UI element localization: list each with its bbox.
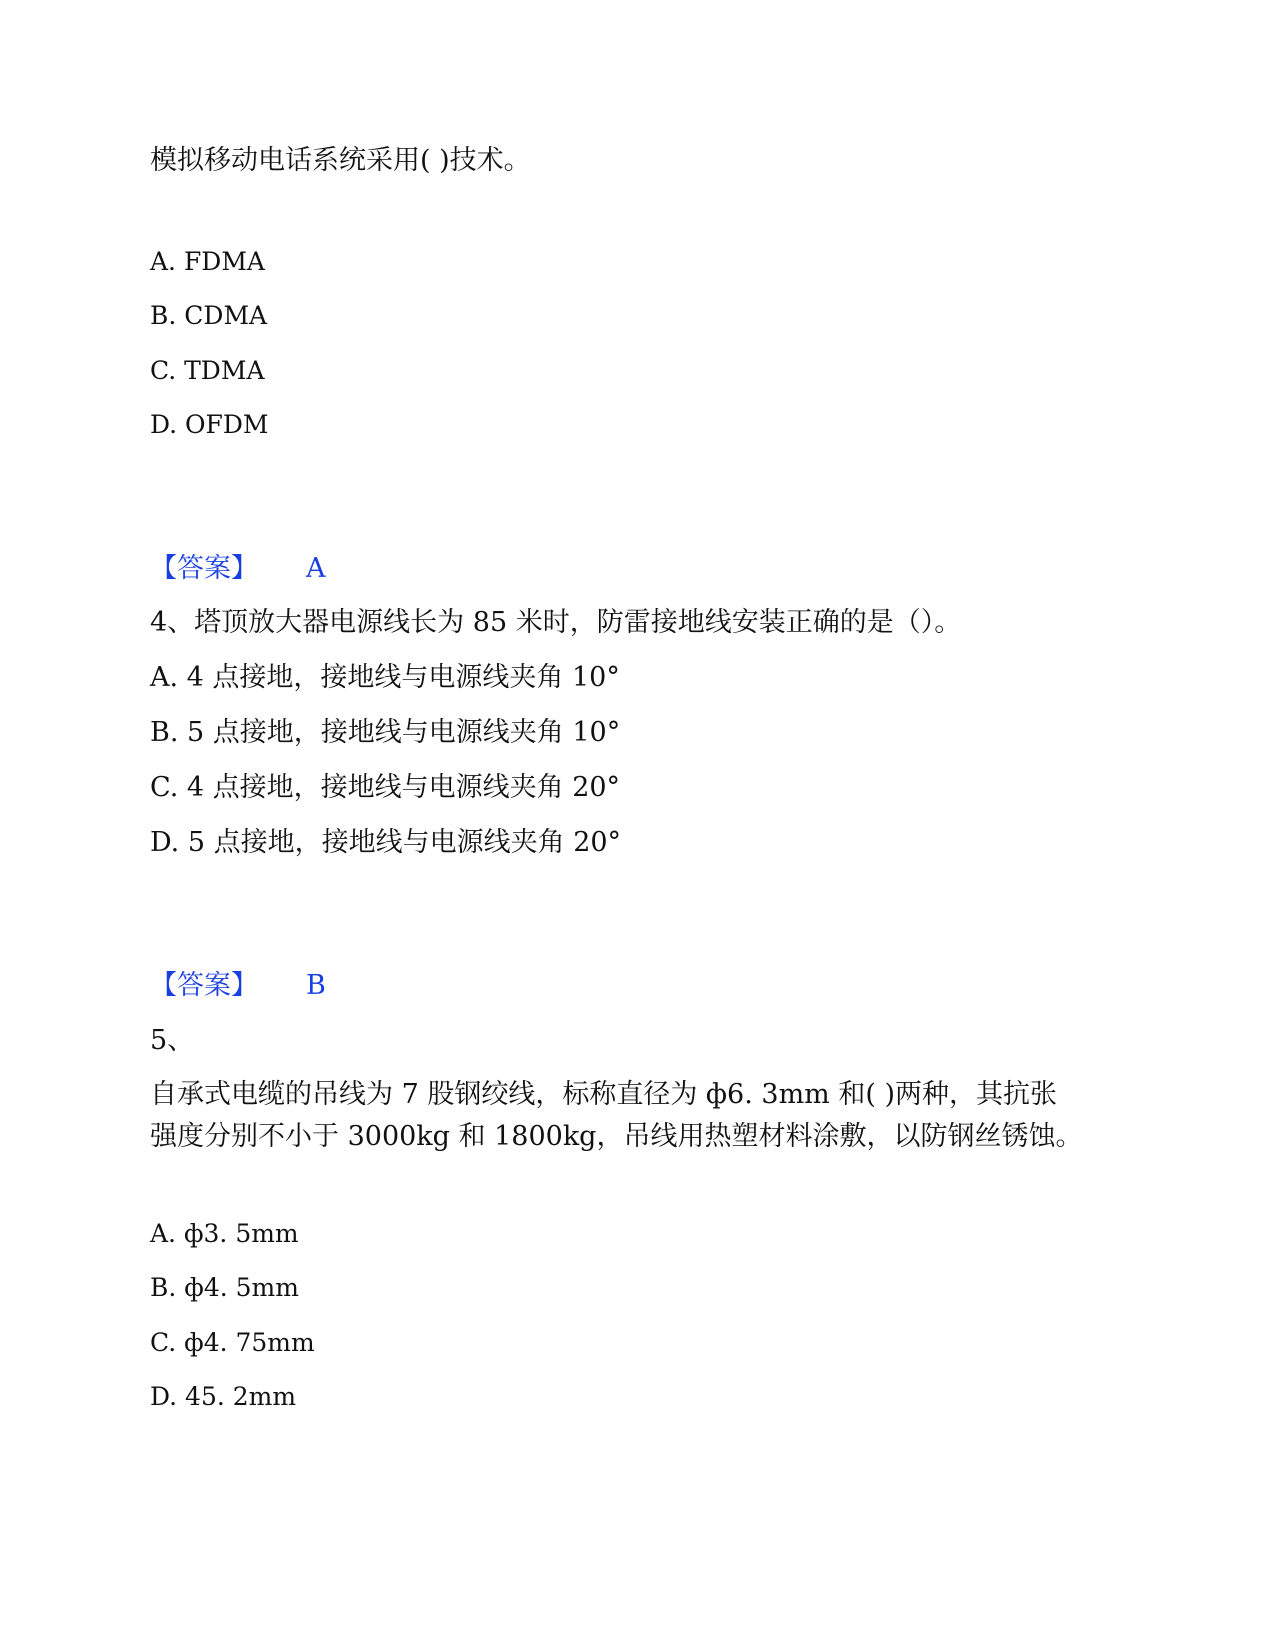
question-5-option-c: C. ф4. 75mm [150,1328,315,1357]
question-3-stem: 模拟移动电话系统采用( )技术。 [150,145,531,176]
question-3-answer [150,551,326,587]
question-4-option-a: A. 4 点接地，接地线与电源线夹角 10° [150,662,620,693]
question-5-stem-line-2: 强度分别不小于 3000kg 和 1800kg，吊线用热塑材料涂敷，以防钢丝锈蚀。 [150,1121,1083,1152]
question-3-option-c: C. TDMA [150,356,265,385]
question-4-option-b: B. 5 点接地，接地线与电源线夹角 10° [150,717,621,748]
answer-label: 【答案】 [150,970,258,1001]
question-3-option-d: D. OFDM [150,410,269,439]
question-5-option-d: D. 45. 2mm [150,1382,297,1411]
answer-value: A [306,553,326,584]
question-3-option-a: A. FDMA [150,247,265,276]
question-5-option-b: B. ф4. 5mm [150,1273,299,1302]
question-4-answer [150,968,326,1004]
question-4-option-c: C. 4 点接地，接地线与电源线夹角 20° [150,772,621,803]
question-3-option-b: B. CDMA [150,301,268,330]
question-5-number: 5、 [150,1025,195,1056]
answer-label: 【答案】 [150,553,258,584]
answer-value: B [306,970,326,1001]
question-5-option-a: A. ф3. 5mm [150,1219,299,1248]
question-4-option-d: D. 5 点接地，接地线与电源线夹角 20° [150,827,622,858]
question-4-stem: 4、塔顶放大器电源线长为 85 米时，防雷接地线安装正确的是（）。 [150,607,962,638]
question-5-stem-line-1: 自承式电缆的吊线为 7 股钢绞线，标称直径为 ф6. 3mm 和( )两种，其抗张 [150,1079,1058,1110]
